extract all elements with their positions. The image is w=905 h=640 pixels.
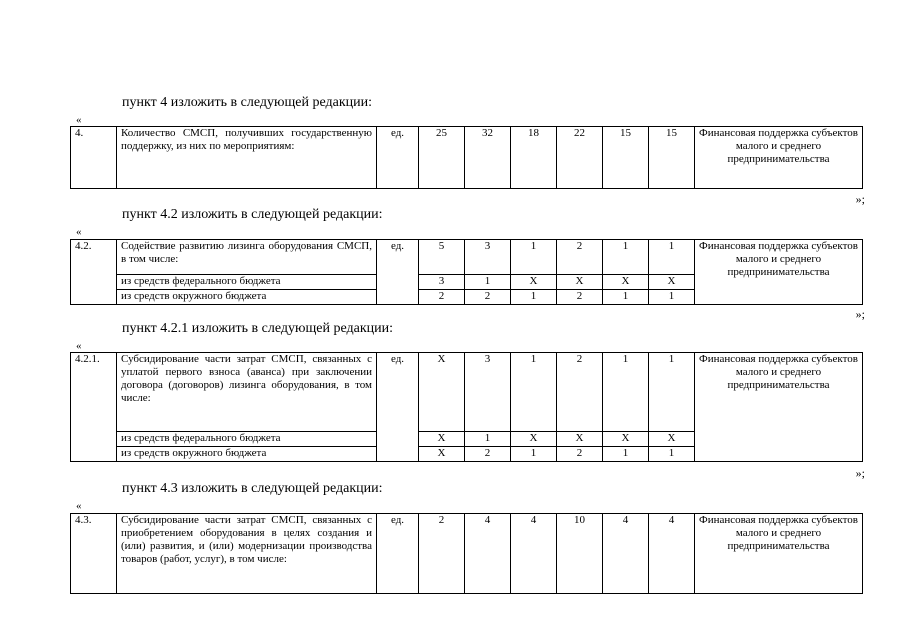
subrow-value: 3 (419, 275, 465, 290)
row-value: 1 (649, 240, 695, 275)
row-source: Финансовая поддержка субъектов малого и среднего предпринимательства (695, 127, 863, 189)
table-item-4 (70, 126, 863, 189)
open-quote: « (76, 114, 82, 126)
subrow-value: 1 (603, 290, 649, 305)
row-description: Субсидирование части затрат СМСП, связанных с уплатой первого взноса (аванса) при заключении договора (договоров) лизинга оборудования, в том числе: (117, 353, 377, 432)
row-unit: ед. (377, 240, 419, 305)
row-description: Количество СМСП, получивших государственную поддержку, из них по мероприятиям: (117, 127, 377, 189)
table-item-4-2 (70, 239, 863, 305)
open-quote: « (76, 500, 82, 512)
subrow-value: Х (511, 275, 557, 290)
row-source: Финансовая поддержка субъектов малого и среднего предпринимательства (695, 353, 863, 462)
row-unit: ед. (377, 127, 419, 189)
subrow-value: 1 (465, 432, 511, 447)
row-description: Субсидирование части затрат СМСП, связанных с приобретением оборудования в целях создания и (или) развития, и (или) модернизации производства товаров (работ, услуг), в том числе: (117, 514, 377, 594)
row-value: 4 (465, 514, 511, 594)
row-value: 5 (419, 240, 465, 275)
row-value: 25 (419, 127, 465, 189)
subrow-label: из средств окружного бюджета (117, 290, 377, 305)
table-row (71, 240, 863, 275)
subrow-value: 1 (603, 447, 649, 462)
row-value: 15 (603, 127, 649, 189)
row-number: 4.3. (71, 514, 117, 594)
subrow-value: 2 (465, 447, 511, 462)
subrow-value: Х (557, 275, 603, 290)
table-row (71, 353, 863, 432)
subrow-value: 1 (649, 290, 695, 305)
row-value: 18 (511, 127, 557, 189)
subrow-value: Х (419, 432, 465, 447)
row-number: 4.2.1. (71, 353, 117, 462)
subrow-value: 1 (465, 275, 511, 290)
subrow-value: Х (511, 432, 557, 447)
row-source: Финансовая поддержка субъектов малого и среднего предпринимательства (695, 514, 863, 594)
table-row (71, 127, 863, 189)
row-value: 4 (603, 514, 649, 594)
table-item-4-3 (70, 513, 863, 594)
row-value: 4 (511, 514, 557, 594)
subrow-value: Х (557, 432, 603, 447)
row-value: 2 (557, 240, 603, 275)
row-value: 1 (511, 353, 557, 432)
row-value: Х (419, 353, 465, 432)
row-value: 32 (465, 127, 511, 189)
section-4-2-intro: пункт 4.2 изложить в следующей редакции: (122, 207, 383, 222)
open-quote: « (76, 226, 82, 238)
row-value: 1 (603, 353, 649, 432)
subrow-value: 1 (511, 290, 557, 305)
row-value: 1 (603, 240, 649, 275)
row-value: 4 (649, 514, 695, 594)
subrow-value: 1 (511, 447, 557, 462)
subrow-value: Х (419, 447, 465, 462)
close-quote: »; (855, 192, 865, 206)
row-unit: ед. (377, 514, 419, 594)
row-value: 15 (649, 127, 695, 189)
subrow-label: из средств федерального бюджета (117, 275, 377, 290)
subrow-value: Х (649, 275, 695, 290)
subrow-label: из средств федерального бюджета (117, 432, 377, 447)
row-value: 1 (511, 240, 557, 275)
table-row (71, 514, 863, 594)
row-value: 2 (419, 514, 465, 594)
table-item-4-2-1 (70, 352, 863, 462)
row-value: 3 (465, 353, 511, 432)
row-number: 4. (71, 127, 117, 189)
open-quote: « (76, 340, 82, 352)
section-4-intro: пункт 4 изложить в следующей редакции: (122, 95, 372, 110)
row-value: 3 (465, 240, 511, 275)
row-value: 10 (557, 514, 603, 594)
row-source: Финансовая поддержка субъектов малого и среднего предпринимательства (695, 240, 863, 305)
subrow-value: 1 (649, 447, 695, 462)
subrow-value: Х (603, 432, 649, 447)
row-value: 22 (557, 127, 603, 189)
row-value: 1 (649, 353, 695, 432)
subrow-value: 2 (465, 290, 511, 305)
row-unit: ед. (377, 353, 419, 462)
subrow-value: Х (649, 432, 695, 447)
row-number: 4.2. (71, 240, 117, 305)
subrow-value: Х (603, 275, 649, 290)
close-quote: »; (855, 466, 865, 480)
section-4-2-1-intro: пункт 4.2.1 изложить в следующей редакции: (122, 321, 393, 336)
subrow-label: из средств окружного бюджета (117, 447, 377, 462)
row-value: 2 (557, 353, 603, 432)
close-quote: »; (855, 307, 865, 321)
row-description: Содействие развитию лизинга оборудования СМСП, в том числе: (117, 240, 377, 275)
subrow-value: 2 (557, 447, 603, 462)
subrow-value: 2 (419, 290, 465, 305)
section-4-3-intro: пункт 4.3 изложить в следующей редакции: (122, 481, 383, 496)
subrow-value: 2 (557, 290, 603, 305)
